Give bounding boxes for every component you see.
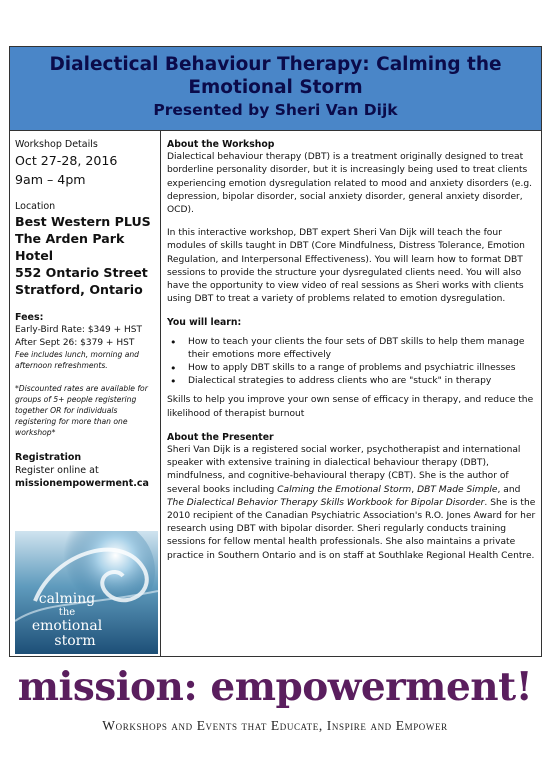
about-presenter-heading: About the Presenter bbox=[167, 431, 274, 443]
book-title-word-3: emotional bbox=[31, 618, 103, 634]
discount-note-line1: *Discounted rates are available for bbox=[15, 384, 148, 394]
book-title-2: DBT Made Simple bbox=[417, 484, 498, 495]
brand-tagline: Workshops and Events that Educate, Inspire and Empower bbox=[102, 718, 448, 733]
discount-note-line2: groups of 5+ people registering bbox=[15, 395, 137, 405]
presenter-bio bbox=[167, 444, 537, 563]
discount-note-line5: workshop* bbox=[15, 428, 56, 438]
description-column bbox=[161, 131, 541, 656]
about-workshop-para1: Dialectical behaviour therapy (DBT) is a treatment originally designed to treat borderline personality disorder, but it is increasingly being used to treat clients experiencing emotion dysregulation related to mood and anxiety disorders (e.g. depression, bipolar disorder, social anxiety disorder, general anxiety disorder, OCD). bbox=[167, 152, 533, 216]
learn-item: • Dialectical strategies to address clients who are "stuck" in therapy bbox=[167, 375, 537, 388]
bio-text-2: . She is the 2010 recipient of the Canadian Psychiatric Association's R.O. Jones Award for her research using DBT with bipolar disorder. Sheri regularly conducts training sessions for fellow mental health professionals. She also maintains a private practice in Southern Ontario and is on staff at Southlake Regional Health Centre. bbox=[167, 497, 536, 561]
book-title-3: The Dialectical Behavior Therapy Skills Workbook for Bipolar Disorder bbox=[167, 497, 485, 508]
flyer-frame bbox=[9, 46, 542, 657]
book-title-word-4: storm bbox=[54, 633, 96, 649]
book-title-1: Calming the Emotional Storm bbox=[277, 484, 412, 495]
regular-rate: After Sept 26: $379 + HST bbox=[15, 337, 135, 348]
learn-item: • How to teach your clients the four sets of DBT skills to help them manage their emotions more effectively bbox=[167, 336, 537, 362]
presenter-line: Presented by Sheri Van Dijk bbox=[153, 101, 398, 119]
location-label: Location bbox=[15, 201, 56, 212]
book-cover-image bbox=[15, 531, 158, 654]
venue-address: 552 Ontario Street bbox=[15, 265, 148, 280]
workshop-title-line2: Emotional Storm bbox=[188, 77, 363, 98]
brand-footer bbox=[0, 660, 550, 734]
details-column bbox=[10, 131, 161, 656]
bio-sep-2: , and bbox=[497, 484, 521, 495]
register-text: Register online at bbox=[15, 465, 99, 477]
learn-closing: Skills to help you improve your own sense of efficacy in therapy, and reduce the likelihood of therapist burnout bbox=[167, 395, 534, 419]
book-title-word-1: calming bbox=[38, 591, 96, 607]
about-workshop-para2: In this interactive workshop, DBT expert Sheri Van Dijk will teach the four modules of skills taught in DBT (Core Mindfulness, Distress Tolerance, Emotion Regulation, and Interpersonal Effectiveness). You will learn how to format DBT sessions to provide the structure your dysregulated clients need. You will also have the opportunity to view video of real sessions as Sheri works with clients using DBT to treat a variety of problems related to emotion dysregulation. bbox=[167, 228, 525, 305]
fees-label: Fees: bbox=[15, 312, 44, 323]
venue-city: Stratford, Ontario bbox=[15, 282, 143, 297]
registration-label: Registration bbox=[15, 452, 82, 464]
book-title-word-2: the bbox=[58, 607, 76, 618]
discount-note-line3: together OR for individuals bbox=[15, 406, 118, 416]
workshop-details-label: Workshop Details bbox=[15, 139, 98, 150]
fee-note-line1: Fee includes lunch, morning and bbox=[15, 350, 139, 360]
learn-item: • How to apply DBT skills to a range of problems and psychiatric illnesses bbox=[167, 362, 537, 375]
venue-line1: Best Western PLUS bbox=[15, 214, 151, 229]
workshop-dates: Oct 27-28, 2016 bbox=[15, 153, 118, 168]
bio-sep-1: , bbox=[411, 484, 418, 495]
workshop-time: 9am – 4pm bbox=[15, 172, 86, 187]
title-banner bbox=[10, 47, 541, 131]
about-workshop-heading: About the Workshop bbox=[167, 139, 275, 150]
learn-list bbox=[167, 336, 537, 389]
fee-note-line2: afternoon refreshments. bbox=[15, 361, 108, 371]
venue-line2: The Arden Park Hotel bbox=[15, 231, 125, 263]
discount-note-line4: registering for more than one bbox=[15, 417, 128, 427]
register-link[interactable]: missionempowerment.ca bbox=[15, 478, 149, 490]
brand-logo-text: mission: empowerment! bbox=[17, 664, 533, 710]
early-bird-rate: Early-Bird Rate: $349 + HST bbox=[15, 325, 142, 335]
learn-heading: You will learn: bbox=[167, 317, 242, 329]
bio-text-1: Sheri Van Dijk is a registered social worker, psychotherapist and international speaker with extensive training in dialectical behaviour therapy (DBT), mindfulness, and cognitive-behavioural therapy (CBT). She is the author of several books including bbox=[167, 445, 521, 495]
workshop-title-line1: Dialectical Behaviour Therapy: Calming the bbox=[49, 54, 502, 75]
